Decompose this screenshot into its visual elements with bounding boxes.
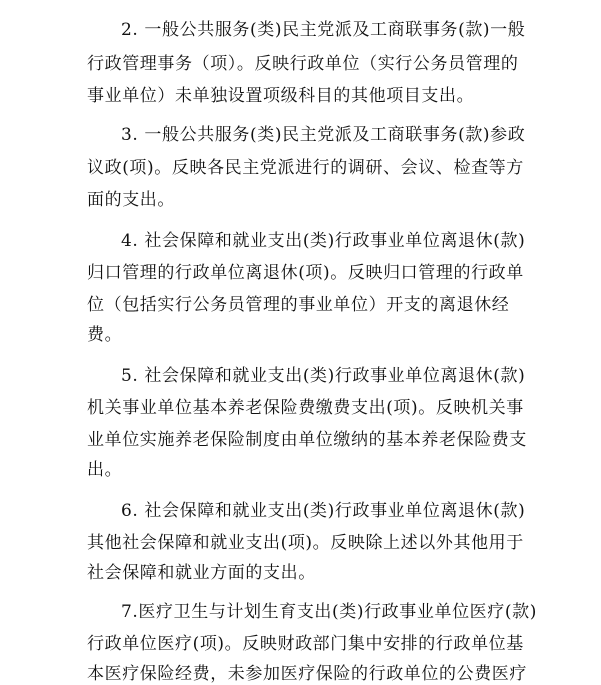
paragraph-line: 5. 社会保障和就业支出(类)行政事业单位离退休(款) [121,366,526,386]
paragraph-line: 其他社会保障和就业支出(项)。反映除上述以外其他用于 [87,533,524,553]
paragraph-line: 出。 [87,460,123,480]
paragraph-line: 6. 社会保障和就业支出(类)行政事业单位离退休(款) [121,501,526,521]
paragraph-line: 面的支出。 [87,190,175,210]
paragraph-line: 2. 一般公共服务(类)民主党派及工商联事务(款)一般 [121,20,526,40]
paragraph-line: 3. 一般公共服务(类)民主党派及工商联事务(款)参政 [121,125,526,145]
paragraph-line: 事业单位）未单独设置项级科目的其他项目支出。 [87,86,475,106]
paragraph-line: 行政管理事务（项）。反映行政单位（实行公务员管理的 [87,54,519,74]
paragraph-line: 4. 社会保障和就业支出(类)行政事业单位离退休(款) [121,231,526,251]
paragraph-line: 费。 [87,325,123,345]
paragraph-line: 归口管理的行政单位离退休(项)。反映归口管理的行政单 [87,263,524,283]
paragraph-line: 位（包括实行公务员管理的事业单位）开支的离退休经 [87,295,510,315]
paragraph-line: 本医疗保险经费，未参加医疗保险的行政单位的公费医疗 [87,664,527,684]
paragraph-line: 行政单位医疗(项)。反映财政部门集中安排的行政单位基 [87,634,524,654]
paragraph-line: 社会保障和就业方面的支出。 [87,563,316,583]
paragraph-line: 议政(项)。反映各民主党派进行的调研、会议、检查等方 [87,158,524,178]
paragraph-line: 业单位实施养老保险制度由单位缴纳的基本养老保险费支 [87,430,527,450]
paragraph-line: 7.医疗卫生与计划生育支出(类)行政事业单位医疗(款) [121,602,537,622]
paragraph-line: 机关事业单位基本养老保险费缴费支出(项)。反映机关事 [87,398,524,418]
